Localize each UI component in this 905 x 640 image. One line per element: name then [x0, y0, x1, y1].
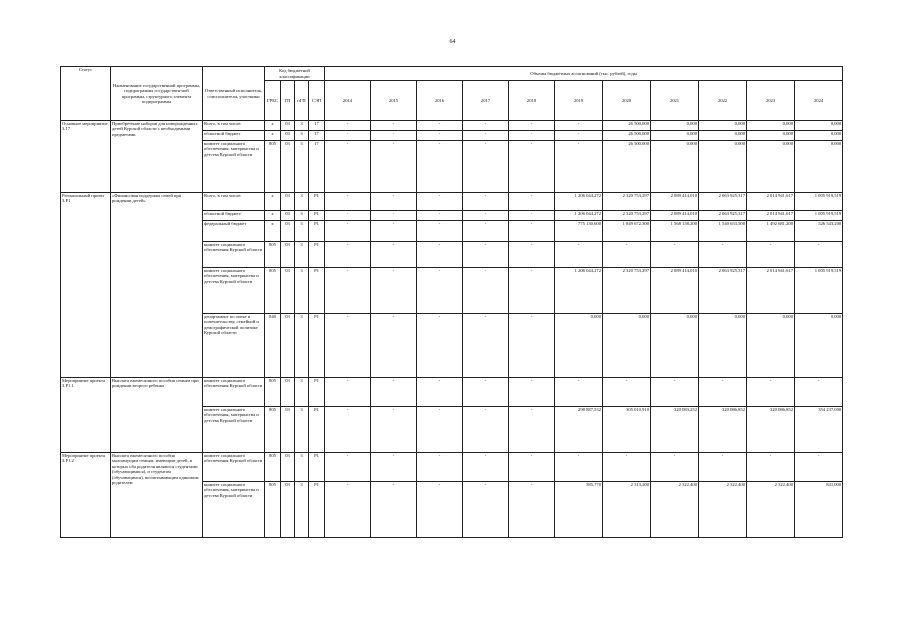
year-header-2014: 2014 [325, 81, 371, 121]
value-cell: - [325, 121, 371, 131]
value-cell: 585,770 [555, 482, 603, 538]
value-cell: - [463, 193, 509, 211]
table-row [61, 378, 843, 407]
code-header-3: СЭП [309, 81, 325, 121]
value-cell: - [325, 314, 371, 378]
value-cell: 0,000 [555, 314, 603, 378]
value-cell: - [555, 453, 603, 482]
table-row [61, 193, 843, 211]
code-cell: 17 [309, 141, 325, 193]
value-cell: - [417, 211, 463, 221]
value-cell: - [509, 131, 555, 141]
value-cell: - [509, 242, 555, 268]
executor-cell: Всего, в том числе: [203, 193, 265, 211]
value-cell: - [325, 131, 371, 141]
value-cell: - [417, 193, 463, 211]
value-cell: - [371, 242, 417, 268]
code-cell: 03 [281, 131, 295, 141]
value-cell: - [509, 482, 555, 538]
value-cell: - [417, 314, 463, 378]
value-cell: 2 313,200 [603, 482, 651, 538]
value-cell: - [509, 141, 555, 193]
value-cell: - [555, 121, 603, 131]
code-cell: Р1 [309, 242, 325, 268]
value-cell: - [555, 378, 603, 407]
value-cell: 1 540 653,500 [699, 221, 747, 242]
value-cell: 775 130,600 [555, 221, 603, 242]
code-cell: 03 [281, 211, 295, 221]
code-cell: Р1 [309, 378, 325, 407]
value-cell: 0,000 [603, 314, 651, 378]
code-cell: 3 [295, 131, 309, 141]
value-cell: - [371, 211, 417, 221]
value-cell: 1 206 044,272 [555, 268, 603, 314]
code-header-1: ГП [281, 81, 295, 121]
value-cell: 0,000 [747, 141, 795, 193]
value-cell: 0,000 [699, 314, 747, 378]
value-cell: - [509, 221, 555, 242]
value-cell: 0,000 [795, 141, 843, 193]
value-cell: 526 543,200 [795, 221, 843, 242]
value-cell: 2 089 414,010 [651, 211, 699, 221]
value-cell: - [509, 453, 555, 482]
code-cell: 3 [295, 211, 309, 221]
code-cell: 3 [295, 407, 309, 453]
code-cell: Р1 [309, 482, 325, 538]
value-cell: 2 320 753,297 [603, 268, 651, 314]
year-header-2023: 2023 [747, 81, 795, 121]
value-cell: - [463, 268, 509, 314]
value-cell: 320 086,852 [747, 407, 795, 453]
code-cell: х [265, 211, 281, 221]
year-header-2022: 2022 [699, 81, 747, 121]
value-cell: - [463, 141, 509, 193]
value-cell: - [417, 242, 463, 268]
code-cell: Р1 [309, 453, 325, 482]
code-cell: х [265, 131, 281, 141]
value-cell: - [325, 242, 371, 268]
value-cell: - [417, 121, 463, 131]
col-name-header: Наименование государственной программы, подпрограммы государствен-ной программы, структурного элемента подпрограммы [111, 67, 203, 121]
value-cell: - [325, 453, 371, 482]
code-cell: 03 [281, 314, 295, 378]
code-cell: х [265, 221, 281, 242]
value-cell: - [603, 378, 651, 407]
value-cell: - [417, 482, 463, 538]
value-cell: - [371, 221, 417, 242]
code-cell: Р1 [309, 268, 325, 314]
value-cell: - [463, 453, 509, 482]
value-cell: 2 063 925,317 [699, 268, 747, 314]
code-cell: 3 [295, 141, 309, 193]
value-cell: 0,000 [651, 314, 699, 378]
value-cell: 841,000 [795, 482, 843, 538]
code-cell: 03 [281, 121, 295, 131]
value-cell: 0,000 [747, 314, 795, 378]
value-cell: - [417, 221, 463, 242]
value-cell: - [325, 482, 371, 538]
value-cell: - [795, 453, 843, 482]
value-cell: - [651, 378, 699, 407]
value-cell: 2 320 753,297 [603, 211, 651, 221]
col-volumes-header: Объемы бюджетных ассигнований (тыс. рублей), годы [325, 67, 843, 81]
executor-cell: комитет социального обеспечения, материнства и детства Курской области [203, 482, 265, 538]
code-cell: 03 [281, 221, 295, 242]
value-cell: 2 014 941,617 [747, 193, 795, 211]
code-cell: 03 [281, 193, 295, 211]
value-cell: - [417, 268, 463, 314]
value-cell: - [603, 242, 651, 268]
value-cell: - [371, 407, 417, 453]
code-cell: 805 [265, 268, 281, 314]
value-cell: - [699, 378, 747, 407]
value-cell: - [325, 268, 371, 314]
table-row [61, 121, 843, 131]
code-cell: 03 [281, 482, 295, 538]
executor-cell: комитет социального обеспечения, материнства и детства Курской области [203, 407, 265, 453]
value-cell: - [651, 453, 699, 482]
code-cell: 17 [309, 121, 325, 131]
value-cell: 2 322,400 [747, 482, 795, 538]
code-cell: 805 [265, 242, 281, 268]
value-cell: - [371, 482, 417, 538]
value-cell: 1 492 681,200 [747, 221, 795, 242]
value-cell: 2 014 941,617 [747, 211, 795, 221]
code-cell: 03 [281, 453, 295, 482]
value-cell: - [371, 453, 417, 482]
value-cell: 2 089 414,010 [651, 193, 699, 211]
code-cell: 805 [265, 407, 281, 453]
code-cell: Р1 [309, 407, 325, 453]
code-cell: 3 [295, 453, 309, 482]
value-cell: - [509, 211, 555, 221]
value-cell: 26 500,000 [603, 121, 651, 131]
code-cell: 805 [265, 141, 281, 193]
year-header-2019: 2019 [555, 81, 603, 121]
code-cell: Р1 [309, 211, 325, 221]
value-cell: - [417, 453, 463, 482]
executor-cell: комитет социального обеспечения Курской области [203, 378, 265, 407]
status-cell: Мероприятие проекта 3.Р1.1 [61, 378, 111, 453]
value-cell: - [417, 407, 463, 453]
code-cell: 3 [295, 268, 309, 314]
value-cell: - [325, 193, 371, 211]
value-cell: - [371, 378, 417, 407]
value-cell: - [371, 314, 417, 378]
value-cell: - [325, 221, 371, 242]
code-cell: 03 [281, 268, 295, 314]
value-cell: - [509, 121, 555, 131]
value-cell: - [509, 378, 555, 407]
value-cell: - [325, 407, 371, 453]
value-cell: - [371, 121, 417, 131]
value-cell: 0,000 [747, 131, 795, 141]
code-header-2: пГП [295, 81, 309, 121]
value-cell: 0,000 [651, 121, 699, 131]
value-cell: - [747, 378, 795, 407]
code-header-0: ГРБС [265, 81, 281, 121]
status-cell: Мероприятие проекта 3.Р1.2 [61, 453, 111, 538]
code-cell: 3 [295, 314, 309, 378]
executor-cell: департамент по опеке и попечительству, семейной и демографической политике Курской области [203, 314, 265, 378]
value-cell: - [371, 193, 417, 211]
executor-cell: федеральный бюджет [203, 221, 265, 242]
col-status-header: Статус [61, 67, 111, 121]
status-cell: Основное мероприятие 3.17 [61, 121, 111, 193]
value-cell: - [463, 407, 509, 453]
value-cell: - [371, 131, 417, 141]
value-cell: 0,000 [651, 131, 699, 141]
value-cell: 2 320 753,297 [603, 193, 651, 211]
executor-cell: областной бюджет [203, 131, 265, 141]
code-cell: Р1 [309, 221, 325, 242]
code-cell: х [265, 121, 281, 131]
value-cell: 1 206 044,272 [555, 193, 603, 211]
value-cell: 26 500,000 [603, 141, 651, 193]
page-number: 64 [449, 39, 456, 45]
name-cell: Выплата ежемесячного пособия семьям при рождении второго ребенка [111, 378, 203, 453]
year-header-2016: 2016 [417, 81, 463, 121]
value-cell: 320 086,852 [699, 407, 747, 453]
value-cell: 2 063 925,317 [699, 193, 747, 211]
name-cell: Приобретение наборов для новорожденных детей Курской области с необходимыми предметами [111, 121, 203, 193]
year-header-2017: 2017 [463, 81, 509, 121]
value-cell: 0,000 [795, 314, 843, 378]
code-cell: 3 [295, 193, 309, 211]
code-cell: 3 [295, 482, 309, 538]
value-cell: - [325, 141, 371, 193]
value-cell: - [651, 242, 699, 268]
code-cell: х [265, 193, 281, 211]
value-cell: - [699, 453, 747, 482]
code-cell: 3 [295, 121, 309, 131]
value-cell: - [509, 193, 555, 211]
code-cell: 805 [265, 453, 281, 482]
value-cell: - [463, 378, 509, 407]
value-cell: - [463, 121, 509, 131]
value-cell: 1 849 672,300 [603, 221, 651, 242]
code-cell: Р1 [309, 193, 325, 211]
year-header-2018: 2018 [509, 81, 555, 121]
value-cell: - [463, 211, 509, 221]
value-cell: - [371, 268, 417, 314]
value-cell: - [325, 211, 371, 221]
value-cell: 298 887,532 [555, 407, 603, 453]
value-cell: 1 005 919,519 [795, 268, 843, 314]
value-cell: 2 063 925,317 [699, 211, 747, 221]
value-cell: 2 322,400 [651, 482, 699, 538]
code-cell: 17 [309, 131, 325, 141]
value-cell: - [747, 242, 795, 268]
value-cell: 1 206 044,272 [555, 211, 603, 221]
year-header-2015: 2015 [371, 81, 417, 121]
value-cell: - [555, 242, 603, 268]
code-cell: 03 [281, 378, 295, 407]
value-cell: - [463, 221, 509, 242]
executor-cell: комитет социального обеспечения Курской области [203, 453, 265, 482]
value-cell: - [463, 482, 509, 538]
code-cell: 840 [265, 314, 281, 378]
code-cell: 3 [295, 221, 309, 242]
year-header-2021: 2021 [651, 81, 699, 121]
year-header-2020: 2020 [603, 81, 651, 121]
value-cell: - [509, 407, 555, 453]
executor-cell: комитет социального обеспечения, материнства и детства Курской области [203, 141, 265, 193]
value-cell: - [417, 131, 463, 141]
value-cell: - [417, 141, 463, 193]
value-cell: 2 014 941,617 [747, 268, 795, 314]
code-cell: 3 [295, 378, 309, 407]
name-cell: Выплата ежемесячного пособия малоимущим семьям, имеющим детей, в которых оба родителя являются студентами (обучающимися), и студентам (обучающимся), воспитывающим одиноким родителем [111, 453, 203, 538]
value-cell: - [555, 141, 603, 193]
value-cell: - [371, 141, 417, 193]
value-cell: - [795, 242, 843, 268]
executor-cell: комитет социального обеспечения Курской области [203, 242, 265, 268]
value-cell: 1 005 919,519 [795, 193, 843, 211]
executor-cell: областной бюджет/ [203, 211, 265, 221]
value-cell: 26 500,000 [603, 131, 651, 141]
value-cell: - [509, 268, 555, 314]
value-cell: - [603, 453, 651, 482]
value-cell: 320 083,252 [651, 407, 699, 453]
value-cell: - [747, 453, 795, 482]
code-cell: Р1 [309, 314, 325, 378]
executor-cell: комитет социального обеспечения, материнства и детства Курской области [203, 268, 265, 314]
value-cell: - [463, 314, 509, 378]
code-cell: 805 [265, 482, 281, 538]
code-cell: 805 [265, 378, 281, 407]
value-cell: 0,000 [699, 141, 747, 193]
col-budget-code-header: Код бюджетной классификации [265, 67, 325, 81]
value-cell: 354 237,000 [795, 407, 843, 453]
code-cell: 03 [281, 407, 295, 453]
col-executor-header: Ответственный исполнитель, соисполнители, участники [203, 67, 265, 121]
value-cell: - [463, 131, 509, 141]
code-cell: 03 [281, 242, 295, 268]
value-cell: 0,000 [747, 121, 795, 131]
value-cell: 1 005 919,519 [795, 211, 843, 221]
budget-table [60, 66, 843, 538]
value-cell: - [699, 242, 747, 268]
value-cell: - [795, 378, 843, 407]
value-cell: 0,000 [651, 141, 699, 193]
value-cell: - [555, 131, 603, 141]
code-cell: 03 [281, 141, 295, 193]
value-cell: - [509, 314, 555, 378]
name-cell: «Финансовая поддержка семей при рождении детей» [111, 193, 203, 378]
table-row [61, 453, 843, 482]
value-cell: 0,000 [795, 121, 843, 131]
value-cell: 0,000 [795, 131, 843, 141]
value-cell: 2 089 414,010 [651, 268, 699, 314]
value-cell: - [463, 242, 509, 268]
status-cell: Региональный проект 3.Р1 [61, 193, 111, 378]
value-cell: - [417, 378, 463, 407]
value-cell: 305 010,910 [603, 407, 651, 453]
code-cell: 3 [295, 242, 309, 268]
value-cell: - [325, 378, 371, 407]
value-cell: 2 322,400 [699, 482, 747, 538]
year-header-2024: 2024 [795, 81, 843, 121]
executor-cell: Всего, в том числе: [203, 121, 265, 131]
value-cell: 0,000 [699, 121, 747, 131]
value-cell: 1 568 158,200 [651, 221, 699, 242]
value-cell: 0,000 [699, 131, 747, 141]
